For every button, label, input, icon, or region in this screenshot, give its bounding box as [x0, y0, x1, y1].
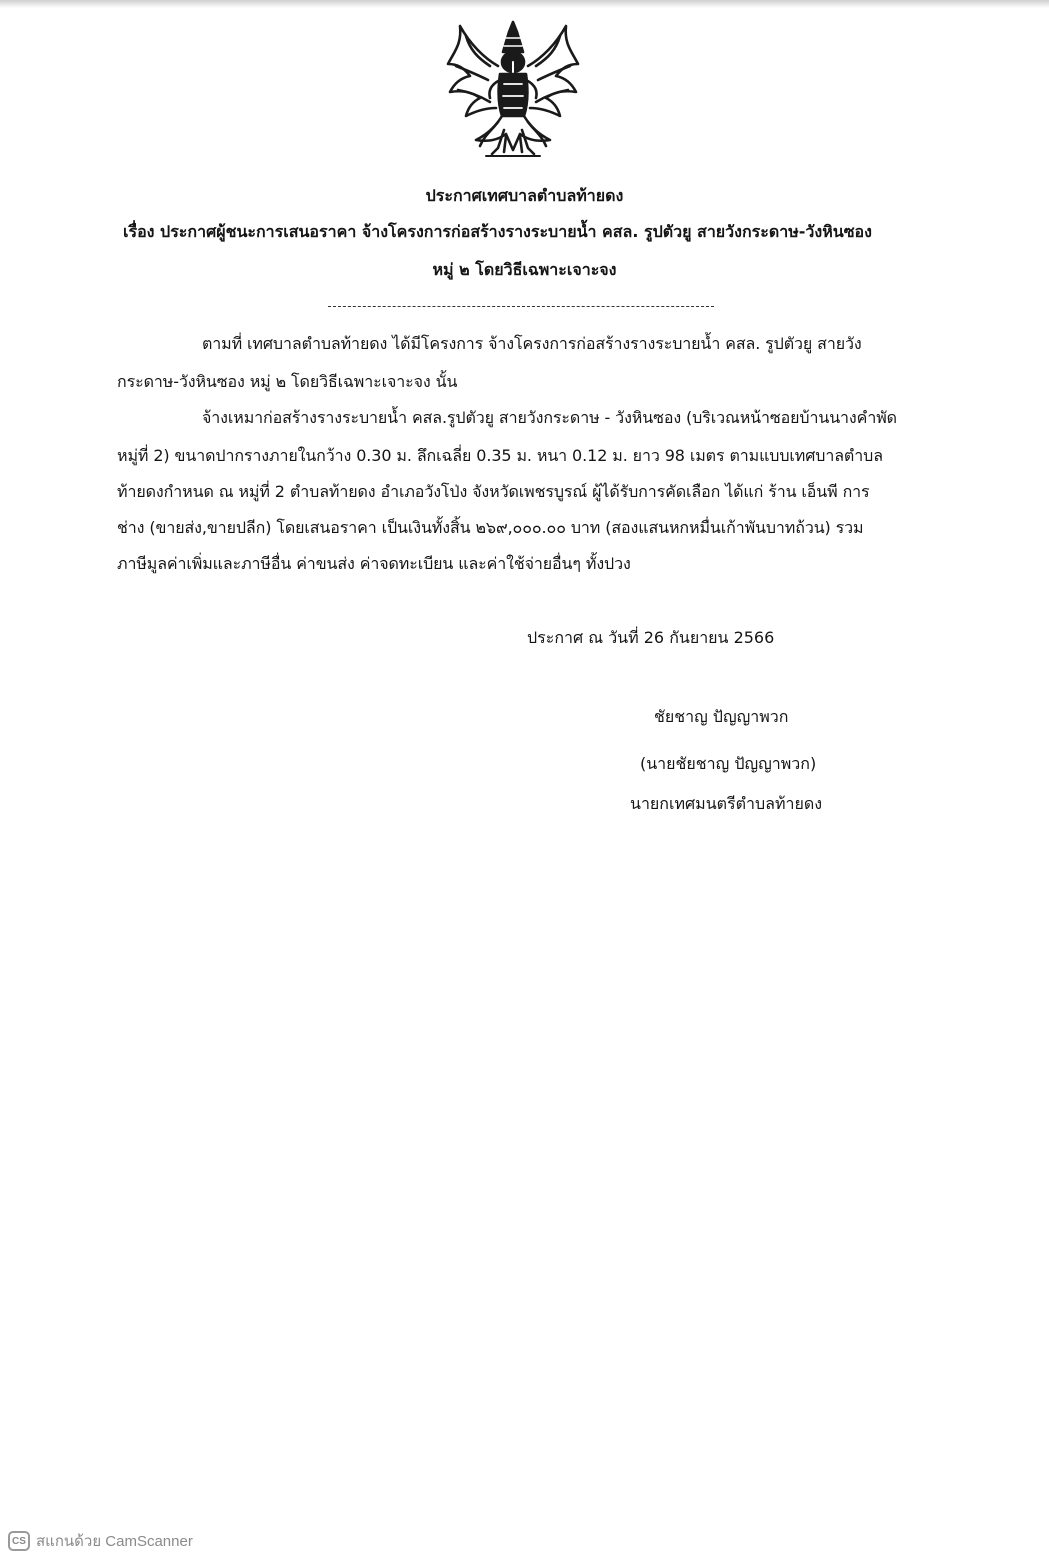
body-paragraph-2-line: หมู่ที่ 2) ขนาดปากรางภายในกว้าง 0.30 ม. ลึกเฉลี่ย 0.35 ม. หนา 0.12 ม. ยาว 98 เมตร ตามแบบเทศบาลตำบล [117, 446, 883, 465]
signatory-name: (นายชัยชาญ ปัญญาพวก) [640, 754, 817, 773]
announcement-date: ประกาศ ณ วันที่ 26 กันยายน 2566 [527, 628, 775, 647]
scanner-watermark-text: สแกนด้วย CamScanner [36, 1533, 193, 1550]
signatory-position: นายกเทศมนตรีตำบลท้ายดง [630, 794, 823, 813]
announcement-subject-continued: หมู่ ๒ โดยวิธีเฉพาะเจาะจง [432, 260, 617, 279]
scanner-watermark [8, 1530, 193, 1552]
body-paragraph-2-line: จ้างเหมาก่อสร้างรางระบายน้ำ คสล.รูปตัวยู สายวังกระดาษ - วังหินซอง (บริเวณหน้าซอยบ้านนางคำพัด [202, 408, 897, 427]
announcement-title: ประกาศเทศบาลตำบลท้ายดง [425, 186, 624, 205]
scan-edge-shadow [0, 0, 1049, 8]
body-paragraph-2-line: ภาษีมูลค่าเพิ่มและภาษีอื่น ค่าขนส่ง ค่าจดทะเบียน และค่าใช้จ่ายอื่นๆ ทั้งปวง [117, 554, 631, 573]
body-paragraph-2-line: ท้ายดงกำหนด ณ หมู่ที่ 2 ตำบลท้ายดง อำเภอวังโป่ง จังหวัดเพชรบูรณ์ ผู้ได้รับการคัดเลือก ได้แก่ ร้าน เอ็นพี การ [117, 482, 870, 501]
body-paragraph-1-line: กระดาษ-วังหินซอง หมู่ ๒ โดยวิธีเฉพาะเจาะจง นั้น [117, 372, 458, 391]
body-paragraph-2-line: ช่าง (ขายส่ง,ขายปลีก) โดยเสนอราคา เป็นเงินทั้งสิ้น ๒๖๙,๐๐๐.๐๐ บาท (สองแสนหกหมื่นเก้าพันบาทถ้วน) รวม [117, 518, 864, 537]
body-paragraph-1-line: ตามที่ เทศบาลตำบลท้ายดง ได้มีโครงการ จ้างโครงการก่อสร้างรางระบายน้ำ คสล. รูปตัวยู สายวัง [202, 334, 862, 353]
garuda-emblem-icon [440, 18, 586, 164]
signature: ชัยชาญ ปัญญาพวก [654, 707, 789, 726]
camscanner-logo-icon: CS [8, 1531, 30, 1551]
divider-line [328, 306, 714, 307]
announcement-subject: เรื่อง ประกาศผู้ชนะการเสนอราคา จ้างโครงการก่อสร้างรางระบายน้ำ คสล. รูปตัวยู สายวังกระดาษ-วังหินซอง [123, 222, 872, 241]
